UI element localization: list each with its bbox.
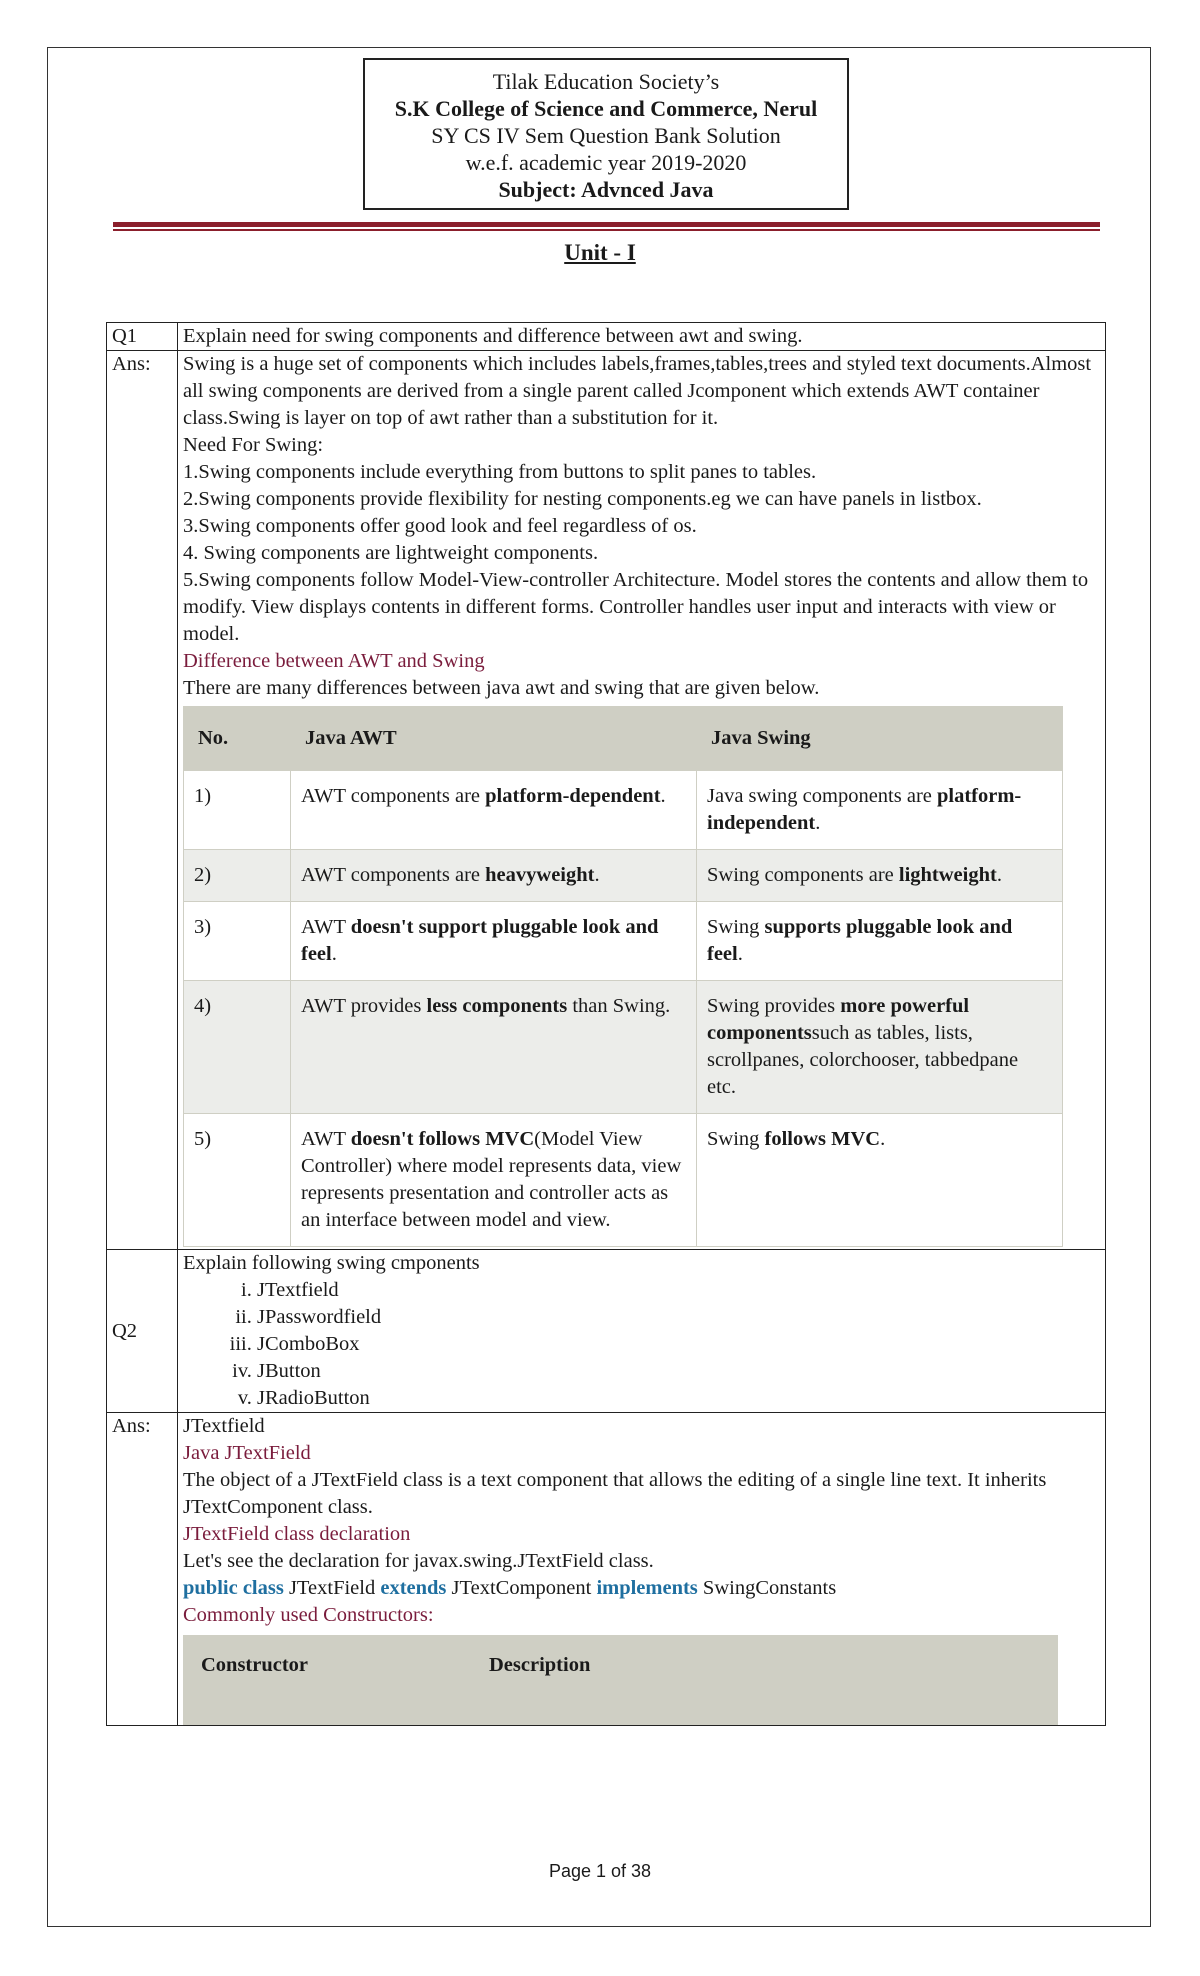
society-name: Tilak Education Society’s <box>492 69 720 94</box>
document-header-box <box>363 58 849 210</box>
description-column-header: Description <box>489 1654 591 1676</box>
need-item: 4. Swing components are lightweight components. <box>183 542 599 564</box>
row-number: 4) <box>184 981 291 1114</box>
comparison-row <box>184 1114 1063 1247</box>
question-answer-table <box>106 322 1106 1726</box>
declaration-intro: Let's see the declaration for javax.swing.JTextField class. <box>183 1550 654 1572</box>
q2-answer <box>178 1413 1106 1726</box>
swing-cell <box>697 1114 1063 1247</box>
q1-answer <box>178 351 1106 1250</box>
row-number: 3) <box>184 902 291 981</box>
emphasis-text: supports pluggable look and feel <box>707 916 1013 965</box>
comparison-row <box>184 850 1063 902</box>
cell-text: . <box>996 864 1002 886</box>
need-item: 1.Swing components include everything from buttons to split panes to tables. <box>183 461 817 483</box>
cell-text: . <box>594 864 600 886</box>
q2-answer-row <box>107 1413 1106 1726</box>
code-text: SwingConstants <box>697 1577 837 1599</box>
awt-swing-comparison-table <box>183 706 1063 1247</box>
code-text: JTextField <box>283 1577 381 1599</box>
header-swing: Java Swing <box>697 707 1063 771</box>
cell-text: AWT <box>301 1128 351 1150</box>
declaration-heading: JTextField class declaration <box>183 1523 411 1545</box>
emphasis-text: follows MVC <box>764 1128 881 1150</box>
class-declaration-code <box>183 1575 1100 1602</box>
academic-year: w.e.f. academic year 2019-2020 <box>465 150 747 175</box>
q1-answer-label: Ans: <box>107 351 178 1250</box>
cell-text: . <box>331 943 337 965</box>
cell-text: . <box>737 943 743 965</box>
comparison-row <box>184 771 1063 850</box>
q1-row <box>107 323 1106 351</box>
list-item: iii. JComboBox <box>257 1331 1100 1358</box>
constructors-heading: Commonly used Constructors: <box>183 1604 434 1626</box>
q2-row <box>107 1250 1106 1413</box>
header-rule <box>113 222 1100 227</box>
cell-text: than Swing. <box>567 995 671 1017</box>
row-number: 1) <box>184 771 291 850</box>
emphasis-text: platform-dependent <box>485 785 661 807</box>
q1-label: Q1 <box>107 323 178 351</box>
cell-text: AWT provides <box>301 995 427 1017</box>
swing-cell <box>697 771 1063 850</box>
college-name: S.K College of Science and Commerce, Nerul <box>394 96 818 121</box>
answer-title: JTextfield <box>183 1415 265 1437</box>
row-number: 2) <box>184 850 291 902</box>
cell-text: . <box>880 1128 886 1150</box>
need-item: 2.Swing components provide flexibility for nesting components.eg we can have panels in listbox. <box>183 488 982 510</box>
q1-answer-row <box>107 351 1106 1250</box>
cell-text: Swing <box>707 1128 765 1150</box>
swing-cell <box>697 850 1063 902</box>
q2-answer-label: Ans: <box>107 1413 178 1726</box>
header-awt: Java AWT <box>291 707 697 771</box>
awt-cell <box>291 850 697 902</box>
cell-text: Swing provides <box>707 995 841 1017</box>
jtextfield-description: The object of a JTextField class is a text component that allows the editing of a single line text. It inherits JTextComponent class. <box>183 1469 1047 1518</box>
awt-cell <box>291 981 697 1114</box>
list-item: iv. JButton <box>257 1358 1100 1385</box>
need-item: 3.Swing components offer good look and feel regardless of os. <box>183 515 697 537</box>
code-keyword: public class <box>183 1577 284 1599</box>
cell-text: . <box>815 812 821 834</box>
cell-text: Swing <box>707 916 765 938</box>
difference-heading: Difference between AWT and Swing <box>183 650 485 672</box>
cell-text: AWT components are <box>301 785 486 807</box>
cell-text: such as tables, lists, scrollpanes, colorchooser, tabbedpane etc. <box>707 1022 1019 1098</box>
emphasis-text: platform-independent <box>707 785 1022 834</box>
jtextfield-heading: Java JTextField <box>183 1442 311 1464</box>
header-no: No. <box>184 707 291 771</box>
page-number: Page 1 of 38 <box>548 1861 652 1881</box>
emphasis-text: more powerful components <box>707 995 970 1044</box>
q2-question-text: Explain following swing cmponents <box>183 1252 480 1274</box>
subject-line: Subject: Advnced Java <box>498 177 714 202</box>
q2-question <box>178 1250 1106 1413</box>
code-keyword: extends <box>380 1577 447 1599</box>
cell-text: (Model View Controller) where model represents data, view represents presentation and controller acts as an interface between model and view. <box>301 1128 682 1231</box>
q2-label: Q2 <box>107 1250 178 1413</box>
difference-intro: There are many differences between java awt and swing that are given below. <box>183 677 820 699</box>
cell-text: AWT <box>301 916 351 938</box>
cell-text: AWT components are <box>301 864 486 886</box>
emphasis-text: lightweight <box>898 864 997 886</box>
awt-cell <box>291 902 697 981</box>
swing-cell <box>697 902 1063 981</box>
unit-title: Unit - I <box>564 240 636 265</box>
emphasis-text: less components <box>426 995 568 1017</box>
cell-text: Swing components are <box>707 864 899 886</box>
row-number: 5) <box>184 1114 291 1247</box>
emphasis-text: doesn't follows MVC <box>350 1128 535 1150</box>
emphasis-text: heavyweight <box>485 864 595 886</box>
constructor-table-header <box>183 1635 1058 1725</box>
comparison-row <box>184 902 1063 981</box>
constructor-column-header: Constructor <box>201 1654 309 1676</box>
header-rule-thin <box>113 229 1100 231</box>
cell-text: . <box>660 785 666 807</box>
need-heading: Need For Swing: <box>183 434 324 456</box>
swing-cell <box>697 981 1063 1114</box>
q1-intro: Swing is a huge set of components which includes labels,frames,tables,trees and styled text documents.Almost all swing components are derived from a single parent called Jcomponent which extends AWT container class.Swing is layer on top of awt rather than a substitution for it. <box>183 353 1092 429</box>
list-item: i. JTextfield <box>257 1277 1100 1304</box>
awt-cell <box>291 771 697 850</box>
q1-question: Explain need for swing components and difference between awt and swing. <box>178 323 1106 351</box>
code-text: JTextComponent <box>446 1577 597 1599</box>
list-item: ii. JPasswordfield <box>257 1304 1100 1331</box>
cell-text: Java swing components are <box>707 785 937 807</box>
list-item: v. JRadioButton <box>257 1385 1100 1412</box>
awt-cell <box>291 1114 697 1247</box>
need-item: 5.Swing components follow Model-View-controller Architecture. Model stores the contents and allow them to modify. View displays contents in different forms. Controller handles user input and interacts with view or model. <box>183 569 1089 645</box>
emphasis-text: doesn't support pluggable look and feel <box>301 916 659 965</box>
code-keyword: implements <box>596 1577 698 1599</box>
component-list <box>183 1277 1100 1412</box>
comparison-row <box>184 981 1063 1114</box>
course-line: SY CS IV Sem Question Bank Solution <box>431 123 781 148</box>
comparison-header-row <box>184 707 1063 771</box>
